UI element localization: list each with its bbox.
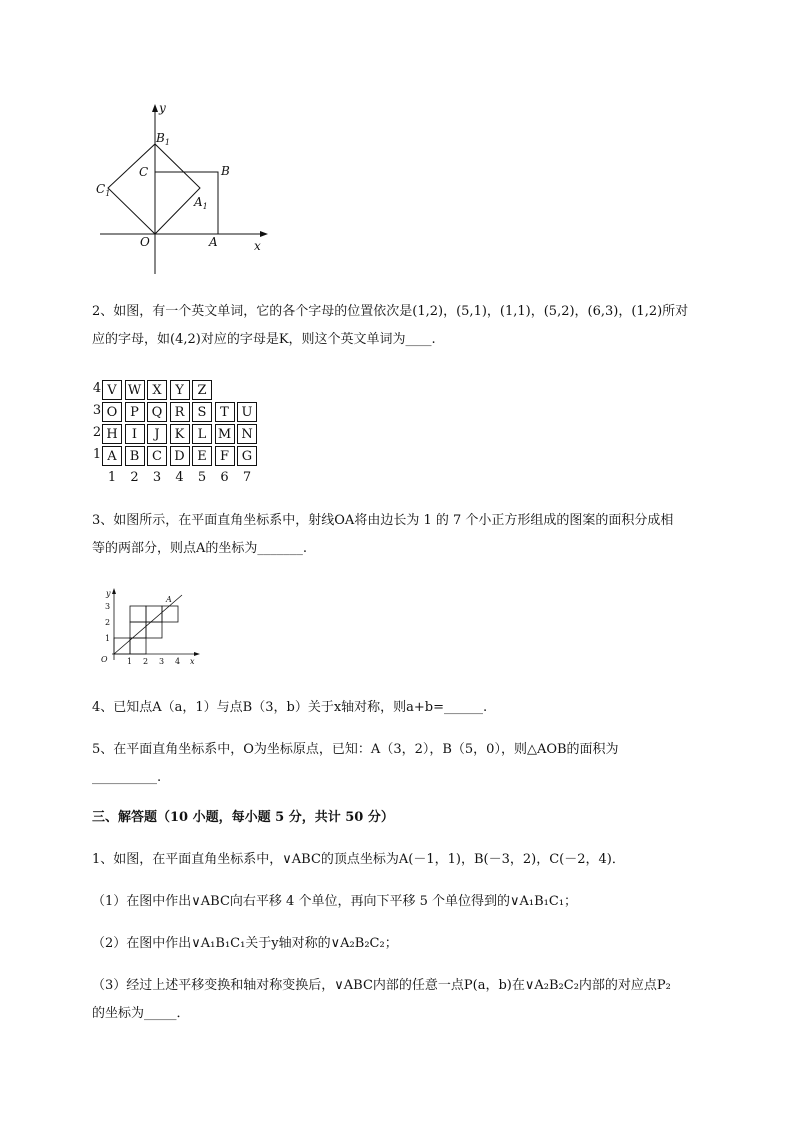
label-a1: $A_1$ [194, 195, 208, 211]
fig3-x-arrow [194, 652, 200, 656]
s1-part-1: （1）在图中作出∨ABC向右平移 4 个单位，再向下平移 5 个单位得到的∨A₁B₁C₁； [92, 894, 578, 909]
grid-cell: O [102, 402, 122, 422]
q2-line-2: 应的字母，如(4,2)对应的字母是K，则这个英文单词为____. [92, 332, 436, 347]
label-b: B [221, 164, 230, 178]
figure-1-diagram [92, 100, 282, 280]
ray-oa [114, 595, 182, 654]
grid-cell: T [215, 402, 235, 422]
grid-cell: L [192, 424, 212, 444]
fig3-label-ty1: 1 [105, 634, 111, 643]
fig3-label-t2: 2 [143, 657, 149, 666]
q5-line-2: __________. [92, 770, 162, 785]
grid-cell: B [125, 446, 145, 466]
grid-cell: R [170, 402, 190, 422]
label-a: A [209, 235, 218, 249]
grid-cell: V [102, 380, 122, 400]
q2-line-1: 2、如图，有一个英文单词，它的各个字母的位置依次是(1,2)，(5,1)，(1,1)，(5,2)，(6,3)，(1,2)所对 [92, 304, 689, 319]
s1-part-4: 的坐标为_____． [92, 1006, 190, 1021]
grid-col-label: 3 [152, 470, 162, 485]
fig3-label-ty2: 2 [105, 618, 111, 627]
label-c1: $C_1$ [96, 182, 111, 198]
grid-row-label: 1 [92, 447, 102, 462]
q5-line-1: 5、在平面直角坐标系中，O为坐标原点，已知：A（3，2），B（5，0），则△AOB的面积为 [92, 742, 619, 757]
label-x: x [254, 239, 261, 253]
fig3-label-x: x [190, 657, 195, 666]
figure-3-diagram [96, 588, 206, 672]
label-c: C [139, 165, 149, 179]
grid-cell: I [125, 424, 145, 444]
fig3-label-ty3: 3 [105, 602, 111, 611]
grid-row-label: 3 [92, 403, 102, 418]
s1-part-2: （2）在图中作出∨A₁B₁C₁关于y轴对称的∨A₂B₂C₂； [92, 936, 398, 951]
s1-stem: 1、如图，在平面直角坐标系中，∨ABC的顶点坐标为A(－1，1)，B(－3，2)，C(－2，4)． [92, 852, 625, 867]
grid-cell: Q [147, 402, 167, 422]
grid-row-label: 2 [92, 425, 102, 440]
letter-grid [92, 380, 272, 490]
label-o: O [140, 235, 150, 249]
grid-cell: M [215, 424, 235, 444]
grid-cell: N [237, 424, 257, 444]
grid-col-label: 2 [130, 470, 139, 485]
section-3-heading: 三、解答题（10 小题，每小题 5 分，共计 50 分） [92, 810, 394, 825]
label-y: y [159, 101, 166, 115]
grid-cell: A [102, 446, 122, 466]
q3-line-2: 等的两部分，则点A的坐标为_______. [92, 541, 308, 556]
grid-cell: X [147, 380, 167, 400]
grid-cell: U [237, 402, 257, 422]
grid-col-label: 5 [197, 470, 207, 485]
square-oc1b1a1 [108, 144, 200, 234]
fig3-label-t3: 3 [159, 657, 165, 666]
grid-cell: J [147, 424, 167, 444]
grid-cell: G [237, 446, 257, 466]
grid-cell: Y [170, 380, 190, 400]
fig3-label-o: O [101, 655, 108, 664]
fig3-squares [114, 606, 178, 654]
grid-col-label: 6 [220, 470, 229, 485]
fig3-label-t1: 1 [127, 657, 133, 666]
grid-cell: W [125, 380, 145, 400]
q4-text: 4、已知点A（a，1）与点B（3，b）关于x轴对称，则a+b=______. [92, 700, 488, 715]
grid-cell: E [192, 446, 212, 466]
grid-cell: H [102, 424, 122, 444]
x-axis-arrow [260, 231, 268, 237]
grid-cell: D [170, 446, 190, 466]
grid-cell: Z [192, 380, 212, 400]
grid-col-label: 1 [107, 470, 117, 485]
fig3-y-arrow [112, 588, 116, 594]
grid-cell: C [147, 446, 167, 466]
grid-col-label: 7 [242, 470, 252, 485]
grid-row-label: 4 [92, 381, 102, 396]
fig3-label-y: y [106, 589, 111, 598]
fig3-label-a: A [166, 595, 172, 604]
q3-line-1: 3、如图所示，在平面直角坐标系中，射线OA将由边长为 1 的 7 个小正方形组成的图案的面积分成相 [92, 513, 674, 528]
grid-col-label: 4 [175, 470, 184, 485]
label-b1: $B_1$ [156, 131, 170, 147]
grid-cell: S [192, 402, 212, 422]
grid-cell: K [170, 424, 190, 444]
fig3-label-t4: 4 [175, 657, 181, 666]
y-axis-arrow [152, 104, 158, 112]
grid-cell: P [125, 402, 145, 422]
s1-part-3: （3）经过上述平移变换和轴对称变换后，∨ABC内部的任意一点P(a，b)在∨A₂B₂C₂内部的对应点P₂ [92, 978, 671, 993]
grid-cell: F [215, 446, 235, 466]
